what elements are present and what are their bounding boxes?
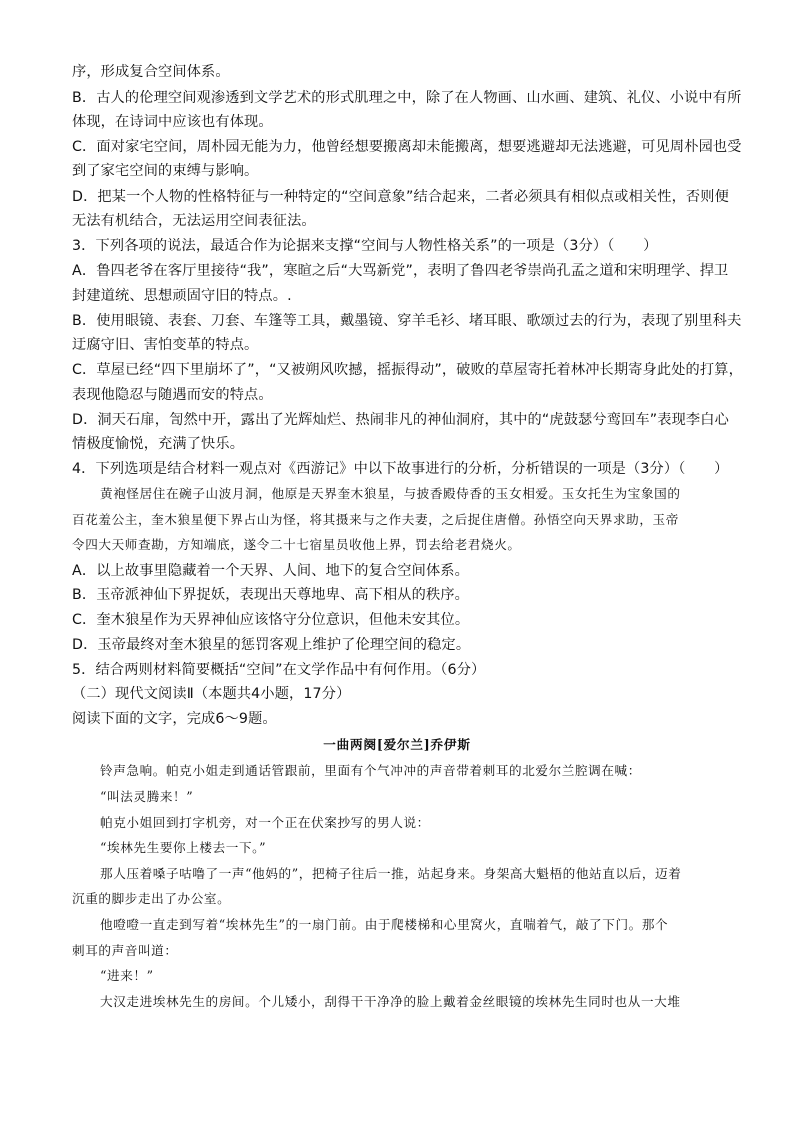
text-line: 体现，在诗词中应该也有体现。 — [72, 114, 273, 130]
text-line: 到了家宅空间的束缚与影响。 — [72, 163, 259, 179]
story-line: 他噔噔一直走到写着“埃林先生”的一扇门前。由于爬楼梯和心里窝火，直喘着气，敲了下门。那个 — [100, 917, 669, 932]
option-c: C．面对家宅空间，周朴园无能为力，他曾经想要搬离却未能搬离，想要逃避却无法逃避，可见周朴园也受 — [72, 139, 742, 155]
section-heading: （二）现代文阅读Ⅱ（本题共4小题，17分） — [72, 686, 351, 702]
option-d: D．玉帝最终对奎木狼星的惩罚客观上维护了伦理空间的稳定。 — [72, 637, 471, 653]
option-b: B．使用眼镜、表套、刀套、车篷等工具，戴墨镜、穿羊毛衫、堵耳眼、歌颂过去的行为，表现了别里科夫 — [72, 313, 742, 329]
option-a: A．鲁四老爷在客厅里接待“我”，寒暄之后“大骂新党”，表明了鲁四老爷崇尚孔孟之道和宋明理学、捍卫 — [72, 263, 729, 279]
text-line: 表现他隐忍与随遇而安的特点。 — [72, 387, 273, 403]
option-d: D．洞天石扉，訇然中开，露出了光辉灿烂、热闹非凡的神仙洞府，其中的“虎鼓瑟兮鸾回车”表现李白心 — [72, 412, 729, 428]
story-line: “叫法灵腾来！” — [100, 789, 194, 804]
option-b: B．玉帝派神仙下界捉妖，表现出天尊地卑、高下相从的秩序。 — [72, 587, 469, 603]
question-3: 3．下列各项的说法，最适合作为论据来支撑“空间与人物性格关系”的一项是（3分）（ ） — [72, 238, 658, 254]
text-line: 无法有机结合，无法运用空间表征法。 — [72, 213, 316, 229]
instruction-line: 阅读下面的文字，完成6～9题。 — [72, 711, 277, 727]
text-line: 迂腐守旧、害怕变革的特点。 — [72, 337, 259, 353]
option-a: A．以上故事里隐藏着一个天界、人间、地下的复合空间体系。 — [72, 563, 469, 579]
story-line: 刺耳的声音叫道： — [72, 943, 178, 958]
passage-line: 令四大天师查勘，方知端底，遂令二十七宿星员收他上界，罚去给老君烧火。 — [72, 537, 521, 552]
text-line: 序，形成复合空间体系。 — [72, 64, 230, 80]
story-line: “进来！” — [100, 968, 154, 983]
question-4: 4．下列选项是结合材料一观点对《西游记》中以下故事进行的分析，分析错误的一项是（3分）（ ） — [72, 461, 729, 477]
story-line: 沉重的脚步走出了办公室。 — [72, 891, 231, 906]
text-line: 情极度愉悦，充满了快乐。 — [72, 436, 245, 452]
story-line: “埃林先生要你上楼去一下。” — [100, 840, 267, 855]
option-b: B．古人的伦理空间观渗透到文学艺术的形式肌理之中，除了在人物画、山水画、建筑、礼仪、小说中有所 — [72, 90, 742, 106]
story-line: 大汉走进埃林先生的房间。个儿矮小，刮得干干净净的脸上戴着金丝眼镜的埃林先生同时也从一大堆 — [100, 994, 681, 1009]
option-d: D．把某一个人物的性格特征与一种特定的“空间意象”结合起来，二者必须具有相似点或相关性，否则便 — [72, 189, 729, 205]
story-line: 帕克小姐回到打字机旁，对一个正在伏案抄写的男人说： — [100, 815, 430, 830]
option-c: C．奎木狼星作为天界神仙应该恪守分位意识，但他未安其位。 — [72, 612, 470, 628]
passage-line: 百花羞公主，奎木狼星便下界占山为怪，将其摄来与之作夫妻，之后捉住唐僧。孙悟空向天界求助，玉帝 — [72, 512, 679, 527]
option-c: C．草屋已经“四下里崩坏了”，“又被朔风吹撼，摇振得动”，破败的草屋寄托着林冲长期寄身此处的打算， — [72, 362, 743, 378]
text-line: 封建道统、思想顽固守旧的特点。. — [72, 288, 292, 304]
story-line: 那人压着嗓子咕噜了一声“他妈的”，把椅子往后一推，站起身来。身架高大魁梧的他站直以后，迈着 — [100, 866, 682, 881]
question-5: 5．结合两则材料简要概括“空间”在文学作品中有何作用。（6分） — [72, 662, 486, 678]
story-line: 铃声急响。帕克小姐走到通话管跟前，里面有个气冲冲的声音带着刺耳的北爱尔兰腔调在喊： — [100, 763, 641, 778]
passage-line: 黄袍怪居住在碗子山波月洞，他原是天界奎木狼星，与披香殿侍香的玉女相爱。玉女托生为宝象国的 — [100, 486, 681, 501]
story-title: 一曲两阕[爱尔兰]乔伊斯 — [323, 737, 471, 752]
